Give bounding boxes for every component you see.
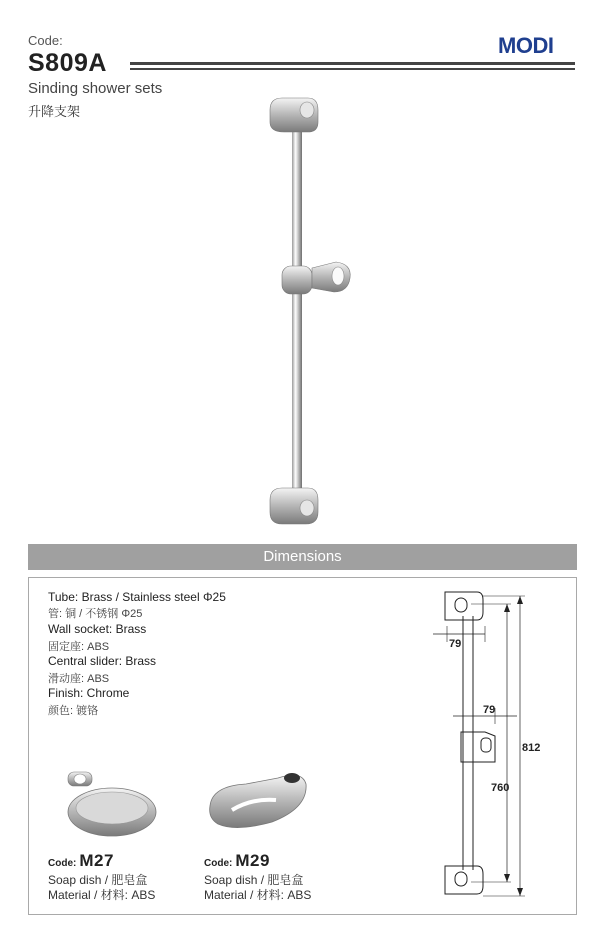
product-name-cn: 升降支架: [28, 104, 81, 119]
title-rule: [130, 62, 575, 72]
section-title: Dimensions: [263, 548, 342, 565]
product-photo: [262, 96, 362, 528]
accessory-material-m27: Material / 材料: ABS: [48, 888, 156, 902]
accessory-code-m27: [48, 851, 114, 871]
soap-dish-m27-image: [58, 768, 158, 840]
spec-wall-socket: Wall socket: Brass: [48, 622, 147, 636]
dim-total-label: 812: [522, 742, 541, 754]
code-label: Code:: [28, 33, 63, 48]
title-rule-thin: [130, 68, 575, 70]
spec-tube: Tube: Brass / Stainless steel Φ25: [48, 590, 226, 604]
dim-socket-label: 79: [449, 638, 462, 650]
product-name-en: Sinding shower sets: [28, 80, 163, 97]
spec-central-slider-cn: 滑动座: ABS: [48, 673, 110, 685]
accessory-code-m29: [204, 851, 270, 871]
soap-dish-m29-image: [206, 764, 310, 834]
rail-tube: [292, 116, 302, 508]
dim-slider-label: 79: [483, 704, 496, 716]
bottom-wall-socket: [270, 488, 318, 524]
title-rule-thick: [130, 62, 575, 65]
spec-finish: Finish: Chrome: [48, 686, 130, 700]
spec-finish-cn: 颜色: 镀铬: [48, 705, 99, 717]
product-code: S809A: [28, 49, 107, 77]
central-slider: [282, 262, 350, 294]
spec-tube-cn: 管: 铜 / 不锈钢 Φ25: [48, 608, 143, 620]
top-wall-socket: [270, 98, 318, 132]
spec-wall-socket-cn: 固定座: ABS: [48, 641, 110, 653]
accessory-name-m27: Soap dish / 肥皂盒: [48, 873, 148, 887]
accessory-code-label: Code:: [48, 858, 77, 869]
accessory-code-value: M27: [79, 851, 114, 870]
technical-drawing: [425, 586, 545, 906]
accessory-code-value: M29: [235, 851, 270, 870]
brand-logo: MODI: [498, 33, 554, 58]
spec-central-slider: Central slider: Brass: [48, 654, 157, 668]
accessory-code-label: Code:: [204, 858, 233, 869]
dim-center-label: 760: [491, 782, 510, 794]
section-header: [28, 544, 577, 570]
accessory-material-m29: Material / 材料: ABS: [204, 888, 312, 902]
accessory-name-m29: Soap dish / 肥皂盒: [204, 873, 304, 887]
